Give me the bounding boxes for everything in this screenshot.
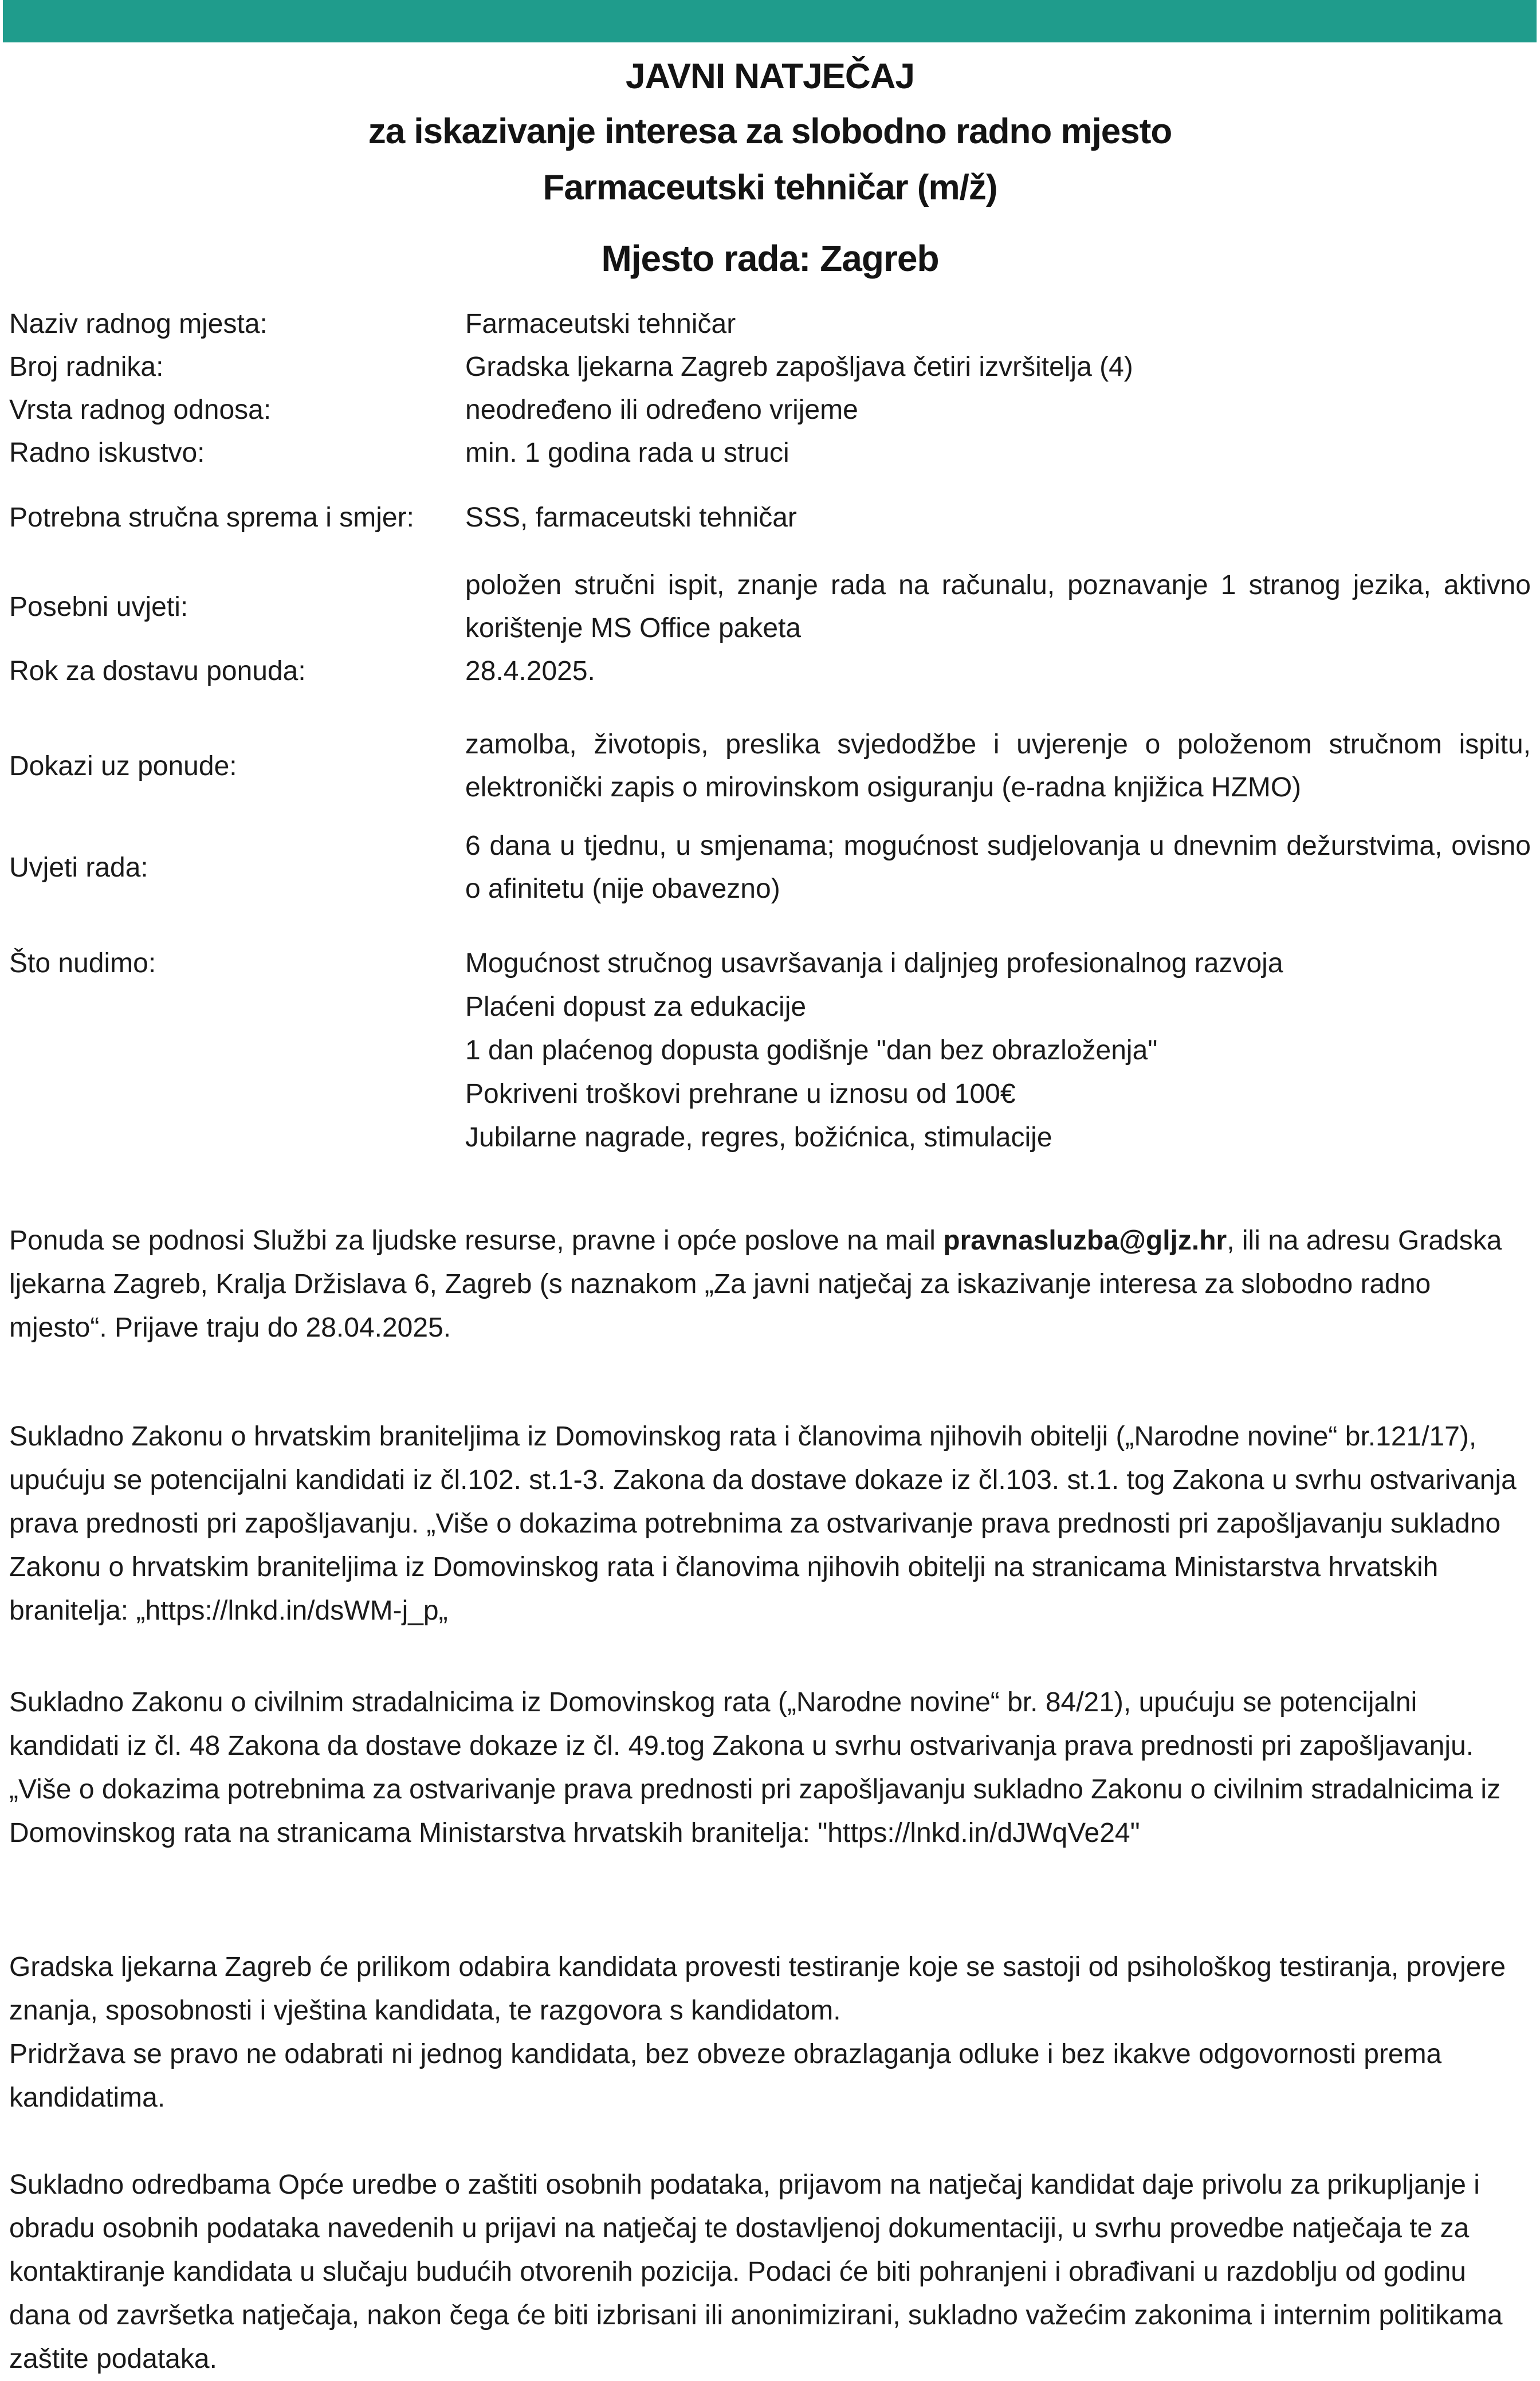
veterans-paragraph: Sukladno Zakonu o hrvatskim braniteljima iz Domovinskog rata i članovima njihovih obitelji („Narodne novine“ br.121/17), upućuju se potencijalni kandidati iz čl.102. st.1-3. Zakona da dostave dokaze iz čl.103. st.1. tog Zakona u svrhu ostvarivanja prava prednosti pri zapošljavanju. „Više o dokazima potrebnima za ostvarivanje prava prednosti pri zapošljavanju sukladno Zakonu o hrvatskim braniteljima iz Domovinskog rata i članovima njihovih obitelji na stranicama Ministarstva hrvatskih branitelja: „https://lnkd.in/dsWM-j_p„: [9, 1421, 1517, 1626]
detail-row-education: [9, 496, 1531, 539]
offer-list: [465, 942, 1531, 1160]
application-text-start: Ponuda se podnosi Službi za ljudske resurse, pravne i opće poslove na mail: [9, 1225, 944, 1256]
detail-value: Gradska ljekarna Zagreb zapošljava četiri izvršitelja (4): [465, 352, 1133, 382]
detail-label: Što nudimo:: [9, 948, 156, 979]
application-text-end: , ili na adresu Gradska ljekarna Zagreb, Kralja Držislava 6, Zagreb (s naznakom „Za javni natječaj za iskazivanje interesa za slobodno radno mjesto“. Prijave traju do 28.04.2025.: [9, 1225, 1502, 1343]
detail-label: Posebni uvjeti:: [9, 592, 188, 622]
offer-item: Pokriveni troškovi prehrane u iznosu od 100€: [465, 1079, 1016, 1109]
testing-paragraph: Gradska ljekarna Zagreb će prilikom odabira kandidata provesti testiranje koje se sastoji od psihološkog testiranja, provjere znanja, sposobnosti i vještina kandidata, te razgovora s kandidatom.: [9, 1952, 1506, 2026]
detail-value: 28.4.2025.: [465, 656, 595, 686]
offer-list-wrapper: [465, 942, 1531, 1160]
gdpr-paragraph: Sukladno odredbama Opće uredbe o zaštiti osobnih podataka, prijavom na natječaj kandidat daje privolu za prikupljanje i obradu osobnih podataka navedenih u prijavi na natječaj te dostavljenoj dokumentaciji, u svrhu provedbe natječaja te za kontaktiranje kandidata u slučaju budućih otvorenih pozicija. Podaci će biti pohranjeni i obrađivani u razdoblju od godinu dana od završetka natječaja, nakon čega će biti izbrisani ili anonimizirani, sukladno važećim zakonima i internim politikama zaštite podataka.: [9, 2170, 1503, 2374]
detail-label: Dokazi uz ponude:: [9, 751, 237, 781]
detail-row-documents: [9, 723, 1531, 809]
application-paragraph: [9, 1219, 1527, 1350]
detail-label: Potrebna stručna sprema i smjer:: [9, 502, 414, 533]
detail-value: Farmaceutski tehničar: [465, 309, 736, 339]
detail-value: min. 1 godina rada u struci: [465, 438, 789, 468]
detail-row-headcount: [9, 345, 1531, 388]
offer-item: Mogućnost stručnog usavršavanja i daljnjeg profesionalnog razvoja: [465, 948, 1283, 979]
detail-value: neodređeno ili određeno vrijeme: [465, 395, 858, 425]
location-title: Mjesto rada: Zagreb: [601, 238, 939, 279]
header-band: [3, 0, 1537, 42]
page-subtitle: za iskazivanje interesa za slobodno radno mjesto: [368, 112, 1172, 151]
detail-value: zamolba, životopis, preslika svjedodžbe i uvjerenje o položenom stručnom ispitu, elektronički zapis o mirovinskom osiguranju (e-radna knjižica HZMO): [465, 729, 1531, 803]
civilians-paragraph: Sukladno Zakonu o civilnim stradalnicima iz Domovinskog rata („Narodne novine“ br. 84/21), upućuju se potencijalni kandidati iz čl. 48 Zakona da dostave dokaze iz čl. 49.tog Zakona u svrhu ostvarivanja prava prednosti pri zapošljavanju. „Više o dokazima potrebnima za ostvarivanje prava prednosti pri zapošljavanju sukladno Zakonu o civilnim stradalnicima iz Domovinskog rata na stranicama Ministarstva hrvatskih branitelja: "https://lnkd.in/dJWqVe24": [9, 1687, 1501, 1848]
detail-value: položen stručni ispit, znanje rada na računalu, poznavanje 1 stranog jezika, aktivno korištenje MS Office paketa: [465, 570, 1531, 643]
reservation-paragraph: Pridržava se pravo ne odabrati ni jednog kandidata, bez obveze obrazlaganja odluke i bez ikakve odgovornosti prema kandidatima.: [9, 2039, 1442, 2113]
detail-row-job-name: [9, 302, 1531, 345]
detail-label: Vrsta radnog odnosa:: [9, 395, 272, 425]
detail-row-deadline: [9, 650, 1531, 693]
detail-value: 6 dana u tjednu, u smjenama; mogućnost sudjelovanja u dnevnim dežurstvima, ovisno o afinitetu (nije obavezno): [465, 831, 1531, 904]
page-title: JAVNI NATJEČAJ: [626, 57, 914, 96]
detail-row-work-conditions: [9, 824, 1531, 910]
detail-value: SSS, farmaceutski tehničar: [465, 502, 797, 533]
detail-label: Radno iskustvo:: [9, 438, 205, 468]
application-email[interactable]: pravnasluzba@gljz.hr: [943, 1225, 1227, 1256]
position-title: Farmaceutski tehničar (m/ž): [543, 168, 997, 207]
offer-item: Jubilarne nagrade, regres, božićnica, stimulacije: [465, 1122, 1052, 1153]
job-posting: [0, 42, 1540, 2378]
detail-row-offer: [9, 942, 1531, 1160]
detail-row-contract-type: [9, 388, 1531, 431]
detail-row-special-conditions: [9, 564, 1531, 650]
offer-item: 1 dan plaćenog dopusta godišnje "dan bez obrazloženja": [465, 1035, 1158, 1066]
detail-row-experience: [9, 431, 1531, 474]
offer-item: Plaćeni dopust za edukacije: [465, 992, 807, 1022]
detail-label: Broj radnika:: [9, 352, 164, 382]
detail-label: Uvjeti rada:: [9, 852, 148, 883]
detail-label: Naziv radnog mjesta:: [9, 309, 268, 339]
detail-label: Rok za dostavu ponuda:: [9, 656, 306, 686]
